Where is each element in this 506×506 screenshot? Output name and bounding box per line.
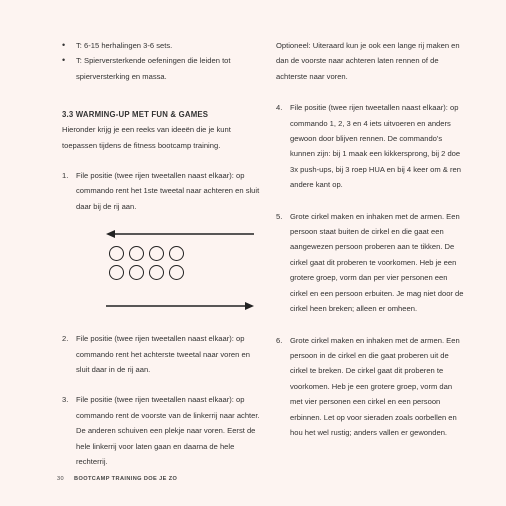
- item-text: File positie (twee rijen tweetallen naast elkaar): op commando rent het 1ste tweetal naar achteren en sluit daar bij de rij aan.: [76, 171, 260, 211]
- item-number: 4.: [276, 103, 283, 113]
- bullet-list: [62, 38, 264, 84]
- optional-paragraph: Optioneel: Uiteraard kun je ook een lange rij maken en dan de voorste naar achteren laten rennen of de achterste naar voren.: [276, 41, 460, 81]
- item-text: File positie (twee rijen tweetallen naast elkaar): op commando 1, 2, 3 en 4 iets uitvoeren en anders gewoon door blijven rennen. De commando's kunnen zijn: bij 1 maak een kikkersprong, bij 2 doe 3x push-ups, bij 3 roep HUA en bij 4 keer om & ren andere kant op.: [290, 103, 461, 190]
- footer-brand: BOOTCAMP TRAINING DOE JE ZO: [74, 476, 178, 482]
- item-text: Grote cirkel maken en inhaken met de armen. Een persoon in de cirkel en die gaat proberen uit de cirkel te breken. De cirkel gaat dit proberen te voorkomen. Heb je een grotere groep, vorm dan met vier personen een cirkel en een persoon erbinnen. Let op voor sieraden zoals oorbellen en hou het wel rustig; anders vallen er gewonden.: [290, 335, 460, 437]
- intro-paragraph: Hieronder krijg je een reeks van ideeën die je kunt toepassen tijdens de fitness bootcamp training.: [62, 125, 231, 150]
- item-number: 6.: [276, 335, 283, 345]
- item-text: File positie (twee rijen tweetallen naast elkaar): op commando rent de voorste van de linkerrij naar achter. De anderen schuiven een plekje naar voren. Eerst de hele linkerrij voor laten gaan en daarna de hele rechterrij.: [76, 395, 260, 467]
- person-circle: [149, 246, 164, 261]
- person-circle: [129, 246, 144, 261]
- left-column: [62, 38, 264, 470]
- person-circle: [169, 246, 184, 261]
- item-number: 1.: [62, 171, 69, 181]
- item-number: 2.: [62, 334, 69, 344]
- bullet-item: • T: Spierversterkende oefeningen die leiden tot spierversterking en massa.: [62, 53, 264, 84]
- list-item: [276, 333, 464, 441]
- section-heading: 3.3 WARMING-UP MET FUN & GAMES: [62, 110, 209, 120]
- person-circle: [149, 265, 164, 280]
- list-item: [276, 209, 464, 317]
- item-number: 3.: [62, 395, 69, 405]
- item-text: Grote cirkel maken en inhaken met de armen. Een persoon staat buiten de cirkel en die gaat een aangewezen persoon proberen aan te tikken. De cirkel gaat dit proberen te voorkomen. Heb je een grotere groep, vorm dan per vier personen een cirkel en een persoon erbuiten. Je mag niet door de cirkel heen breken; alleen er omheen.: [290, 211, 464, 314]
- arrow-right-icon: [106, 301, 254, 311]
- page-number: 30: [57, 476, 65, 482]
- list-item: [62, 392, 264, 469]
- list-item: [62, 168, 264, 214]
- list-item: [62, 331, 264, 377]
- bullet-item: • T: 6-15 herhalingen 3-6 sets.: [62, 38, 264, 53]
- arrow-left-icon: [106, 229, 254, 239]
- person-circle: [169, 265, 184, 280]
- list-item: [276, 100, 464, 192]
- item-number: 5.: [276, 211, 283, 221]
- right-column: [276, 38, 464, 440]
- person-circle: [109, 265, 124, 280]
- person-circle: [129, 265, 144, 280]
- person-circle: [109, 246, 124, 261]
- item-text: File positie (twee rijen tweetallen naast elkaar): op commando rent het achterste tweetal naar voren en sluit daar in de rij aan.: [76, 334, 250, 375]
- formation-diagram: [62, 219, 264, 331]
- page-footer: [57, 476, 177, 482]
